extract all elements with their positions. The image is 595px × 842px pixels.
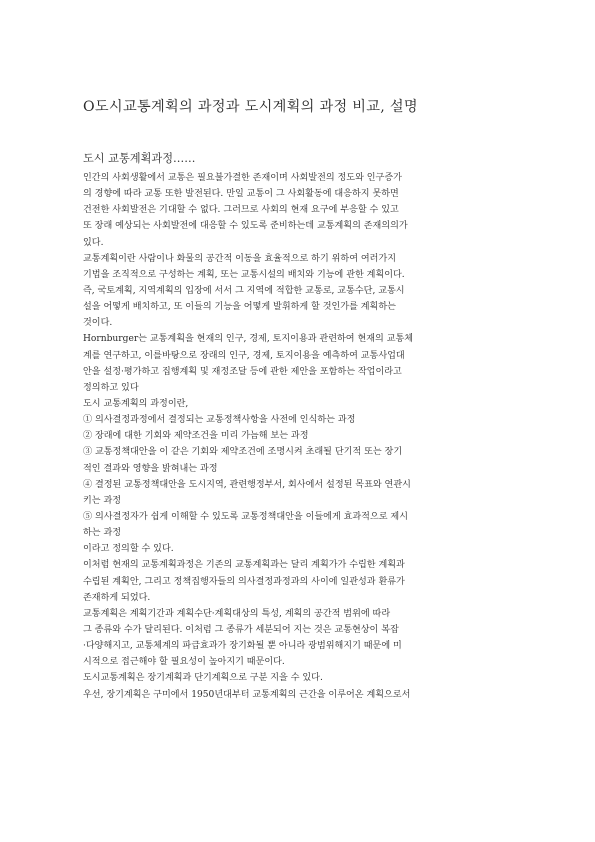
text-line: ·다양해지고, 교통체계의 파급효과가 장기화될 뿐 아니라 광범위해지기 때문에 미 <box>83 641 402 652</box>
text-line: 키는 과정 <box>83 495 122 506</box>
text-line: 수립된 계획안, 그리고 정책집행자들의 의사결정과정과의 사이에 일관성과 환류가 <box>83 576 405 587</box>
text-line: 설을 어떻게 배치하고, 또 이들의 기능을 어떻게 발휘하게 할 것인가를 계획하는 <box>83 302 396 313</box>
text-line: Hornburger는 교통계획을 현재의 인구, 경제, 토지이용과 관련하여 현재의 교통체 <box>83 334 414 345</box>
text-line: 안을 설정·평가하고 집행계획 및 재정조달 등에 관한 제안을 포함하는 작업이라고 <box>83 366 402 377</box>
text-line: 그 종류와 수가 달리된다. 이처럼 그 종류가 세분되어 지는 것은 교통현상이 복잡 <box>83 624 399 635</box>
text-line: 하는 과정 <box>83 528 122 539</box>
text-line: 건전한 사회발전은 기대할 수 없다. 그러므로 사회의 현재 요구에 부응할 수 있고 <box>83 205 399 216</box>
section-heading: 도시 교통계획과정…… <box>83 152 196 165</box>
text-line: 또 장래 예상되는 사회발전에 대응할 수 있도록 준비하는데 교통계획의 존재의의가 <box>83 221 408 232</box>
text-line: 도시 교통계획의 과정이란, <box>83 398 189 409</box>
text-line: 정의하고 있다 <box>83 382 139 393</box>
document-title: O도시교통계획의 과정과 도시계획의 과정 비교, 설명 <box>83 99 418 115</box>
text-line: 것이다. <box>83 318 113 329</box>
text-line: 이처럼 현재의 교통계획과정은 기존의 교통계획과는 달리 계획가가 수립한 계획과 <box>83 560 405 571</box>
text-line: ② 장래에 대한 기회와 제약조건을 미리 가늠해 보는 과정 <box>83 431 309 442</box>
text-line: 있다. <box>83 237 104 248</box>
text-line: 교통계획은 계획기간과 계획수단·계획대상의 특성, 계획의 공간적 범위에 따라 <box>83 608 391 619</box>
text-line: 도시교통계획은 장기계획과 단기계획으로 구분 지을 수 있다. <box>83 673 323 684</box>
text-line: ④ 결정된 교통정책대안을 도시지역, 관련행정부서, 회사에서 설정된 목표와 연관시 <box>83 479 411 490</box>
text-line: 적인 결과와 영향을 밝혀내는 과정 <box>83 463 218 474</box>
text-line: 존재하게 되었다. <box>83 592 151 603</box>
text-line: 시적으로 접근해야 할 필요성이 높아지기 때문이다. <box>83 657 285 668</box>
text-line: 교통계획이란 사람이나 화물의 공간적 이동을 효율적으로 하기 위하여 여러가지 <box>83 253 397 264</box>
text-line: 계를 연구하고, 이를바탕으로 장래의 인구, 경제, 토지이용을 예측하여 교통사업대 <box>83 350 405 361</box>
body-text <box>83 170 533 703</box>
text-line: ⑤ 의사결정자가 쉽게 이해할 수 있도록 교통정책대안을 이들에게 효과적으로 제시 <box>83 511 409 522</box>
text-line: ③ 교통정책대안을 이 같은 기회와 제약조건에 조명시켜 초래될 단기적 또는 장기 <box>83 447 403 458</box>
text-line: 인간의 사회생활에서 교통은 필요불가결한 존재이며 사회발전의 정도와 인구증가 <box>83 173 402 183</box>
text-line: 이라고 정의할 수 있다. <box>83 544 174 555</box>
text-line: 우선, 장기계획은 구미에서 1950년대부터 교통계획의 근간을 이루어온 계획으로서 <box>83 689 411 700</box>
text-line: 즉, 국토계획, 지역계획의 입장에 서서 그 지역에 적합한 교통로, 교통수단, 교통시 <box>83 285 405 296</box>
text-line: 의 경향에 따라 교통 또한 발전된다. 만일 교통이 그 사회활동에 대응하지 못하면 <box>83 189 399 200</box>
text-line: ① 의사결정과정에서 결정되는 교통정책사항을 사전에 인식하는 과정 <box>83 415 356 426</box>
text-line: 기법을 조직적으로 구성하는 계획, 또는 교통시설의 배치와 기능에 관한 계획이다. <box>83 269 405 280</box>
